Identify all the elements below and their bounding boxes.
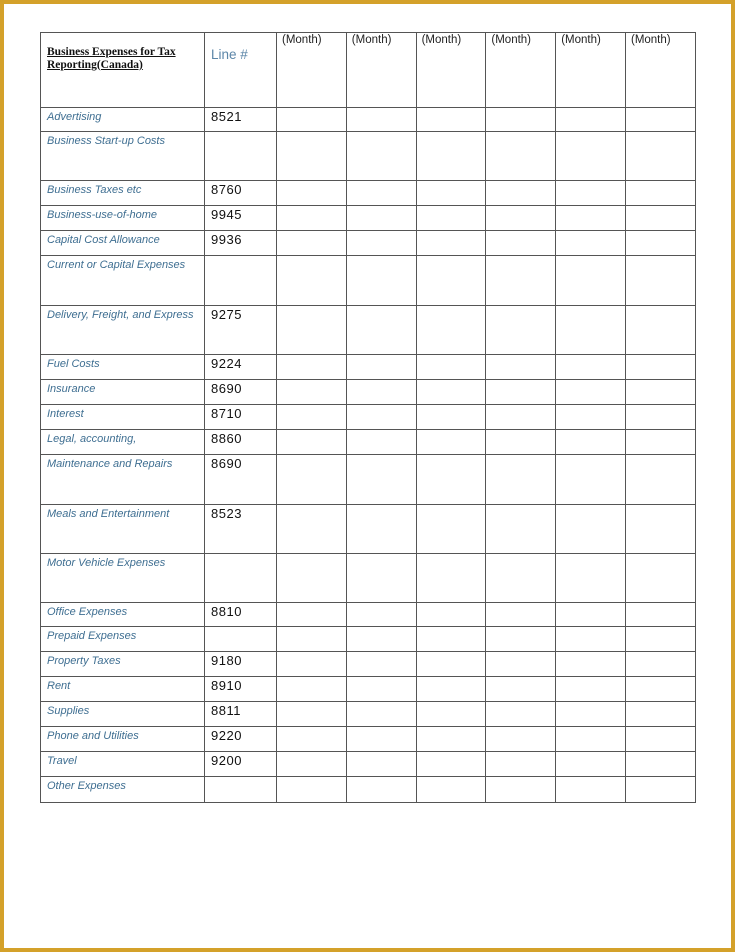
month-cell [346,554,416,603]
month-cell [346,405,416,430]
expense-category: Legal, accounting, [41,430,205,455]
month-cell [416,405,486,430]
month-cell [277,231,347,256]
month-cell [486,702,556,727]
month-cell [346,256,416,306]
table-row [41,702,696,727]
month-cell [486,306,556,355]
month-cell [625,505,695,554]
month-cell [416,777,486,803]
line-number: 9224 [205,355,277,380]
table-row [41,256,696,306]
line-number: 8690 [205,380,277,405]
table-row [41,777,696,803]
month-cell [556,306,626,355]
table-row [41,132,696,181]
month-cell [486,455,556,505]
month-cell [416,380,486,405]
line-number-column-header: Line # [205,33,277,108]
expense-category: Supplies [41,702,205,727]
month-cell [346,231,416,256]
table-row [41,206,696,231]
month-cell [416,231,486,256]
expense-category: Phone and Utilities [41,727,205,752]
month-cell [556,231,626,256]
month-cell [346,306,416,355]
month-cell [556,677,626,702]
month-cell [556,505,626,554]
month-cell [486,627,556,652]
month-cell [277,627,347,652]
month-cell [416,677,486,702]
month-cell [556,355,626,380]
month-cell [277,455,347,505]
table-row [41,430,696,455]
month-cell [346,355,416,380]
month-cell [486,430,556,455]
line-number: 9945 [205,206,277,231]
month-cell [556,256,626,306]
month-cell [416,603,486,627]
month-cell [277,181,347,206]
table-row [41,727,696,752]
expense-category: Delivery, Freight, and Express [41,306,205,355]
month-cell [346,132,416,181]
month-cell [486,355,556,380]
month-cell [486,231,556,256]
month-cell [556,455,626,505]
table-row [41,603,696,627]
month-cell [346,380,416,405]
expense-category: Interest [41,405,205,430]
month-cell [346,455,416,505]
month-cell [277,702,347,727]
expense-category: Capital Cost Allowance [41,231,205,256]
month-cell [625,181,695,206]
month-cell [486,405,556,430]
line-number: 8521 [205,108,277,132]
month-cell [486,603,556,627]
table-row [41,181,696,206]
expense-category: Rent [41,677,205,702]
month-cell [556,702,626,727]
month-cell [277,306,347,355]
month-cell [625,652,695,677]
month-cell [625,132,695,181]
expense-category: Property Taxes [41,652,205,677]
table-row [41,455,696,505]
month-cell [625,702,695,727]
expense-category: Maintenance and Repairs [41,455,205,505]
expense-category: Motor Vehicle Expenses [41,554,205,603]
month-cell [416,455,486,505]
line-number: 9200 [205,752,277,777]
month-column-header: (Month) [346,33,416,108]
month-cell [625,108,695,132]
month-cell [625,380,695,405]
expense-category: Office Expenses [41,603,205,627]
table-row [41,652,696,677]
month-cell [556,752,626,777]
month-cell [277,380,347,405]
month-cell [277,752,347,777]
line-number: 8860 [205,430,277,455]
month-cell [556,405,626,430]
month-cell [277,206,347,231]
month-cell [625,677,695,702]
line-number [205,132,277,181]
expense-category: Business-use-of-home [41,206,205,231]
line-number: 8523 [205,505,277,554]
month-column-header: (Month) [556,33,626,108]
month-cell [486,108,556,132]
expense-category: Travel [41,752,205,777]
month-cell [346,603,416,627]
month-cell [346,505,416,554]
month-cell [556,727,626,752]
line-number [205,256,277,306]
month-cell [556,627,626,652]
line-number: 8760 [205,181,277,206]
month-cell [416,132,486,181]
expense-category: Insurance [41,380,205,405]
table-row [41,554,696,603]
expense-category: Other Expenses [41,777,205,803]
month-cell [486,777,556,803]
month-cell [556,181,626,206]
month-cell [416,554,486,603]
line-number [205,627,277,652]
table-row [41,677,696,702]
line-number: 9275 [205,306,277,355]
month-cell [556,108,626,132]
line-number: 8690 [205,455,277,505]
month-cell [416,256,486,306]
month-cell [416,108,486,132]
month-cell [556,652,626,677]
expense-category: Current or Capital Expenses [41,256,205,306]
line-number: 9220 [205,727,277,752]
category-column-header: Business Expenses for Tax Reporting(Canada) [41,33,205,108]
expenses-table [40,32,696,803]
month-cell [346,181,416,206]
month-column-header: (Month) [277,33,347,108]
month-cell [346,430,416,455]
month-cell [625,752,695,777]
month-cell [277,256,347,306]
table-row [41,306,696,355]
month-cell [486,505,556,554]
line-number: 8710 [205,405,277,430]
month-cell [625,430,695,455]
month-cell [486,181,556,206]
month-cell [625,603,695,627]
table-row [41,505,696,554]
month-cell [277,777,347,803]
month-cell [625,777,695,803]
month-cell [625,727,695,752]
month-cell [416,702,486,727]
month-cell [346,727,416,752]
table-row [41,405,696,430]
month-cell [556,132,626,181]
month-cell [346,702,416,727]
expense-category: Fuel Costs [41,355,205,380]
line-number: 8811 [205,702,277,727]
line-number: 9936 [205,231,277,256]
month-cell [416,505,486,554]
line-number: 9180 [205,652,277,677]
month-cell [277,727,347,752]
month-cell [416,355,486,380]
month-cell [556,777,626,803]
month-cell [625,231,695,256]
month-cell [346,108,416,132]
table-row [41,627,696,652]
table-header-row [41,33,696,108]
month-cell [277,652,347,677]
month-cell [625,256,695,306]
expense-category: Advertising [41,108,205,132]
month-cell [486,652,556,677]
table-row [41,231,696,256]
month-column-header: (Month) [486,33,556,108]
month-cell [346,752,416,777]
month-cell [625,306,695,355]
expense-category: Meals and Entertainment [41,505,205,554]
month-cell [277,132,347,181]
line-number [205,554,277,603]
month-cell [416,727,486,752]
month-cell [277,405,347,430]
line-number [205,777,277,803]
month-cell [416,627,486,652]
month-cell [277,554,347,603]
month-column-header: (Month) [625,33,695,108]
month-cell [346,677,416,702]
month-cell [486,256,556,306]
month-cell [277,677,347,702]
month-cell [277,505,347,554]
month-cell [556,554,626,603]
month-cell [346,777,416,803]
month-cell [556,603,626,627]
line-number: 8910 [205,677,277,702]
month-cell [556,380,626,405]
month-cell [486,554,556,603]
month-cell [625,355,695,380]
expense-category: Prepaid Expenses [41,627,205,652]
month-cell [416,206,486,231]
month-cell [277,603,347,627]
month-cell [625,554,695,603]
month-cell [625,405,695,430]
month-cell [486,206,556,231]
table-row [41,380,696,405]
month-cell [625,455,695,505]
month-cell [416,306,486,355]
table-row [41,355,696,380]
month-cell [277,430,347,455]
table-row [41,108,696,132]
expense-category: Business Taxes etc [41,181,205,206]
month-cell [416,430,486,455]
month-cell [486,677,556,702]
month-cell [346,206,416,231]
month-cell [346,627,416,652]
month-column-header: (Month) [416,33,486,108]
table-row [41,752,696,777]
month-cell [277,355,347,380]
month-cell [486,132,556,181]
month-cell [416,181,486,206]
month-cell [416,652,486,677]
month-cell [277,108,347,132]
month-cell [346,652,416,677]
month-cell [416,752,486,777]
month-cell [486,380,556,405]
month-cell [556,206,626,231]
month-cell [625,206,695,231]
month-cell [486,727,556,752]
month-cell [625,627,695,652]
expense-category: Business Start-up Costs [41,132,205,181]
month-cell [556,430,626,455]
month-cell [486,752,556,777]
line-number: 8810 [205,603,277,627]
